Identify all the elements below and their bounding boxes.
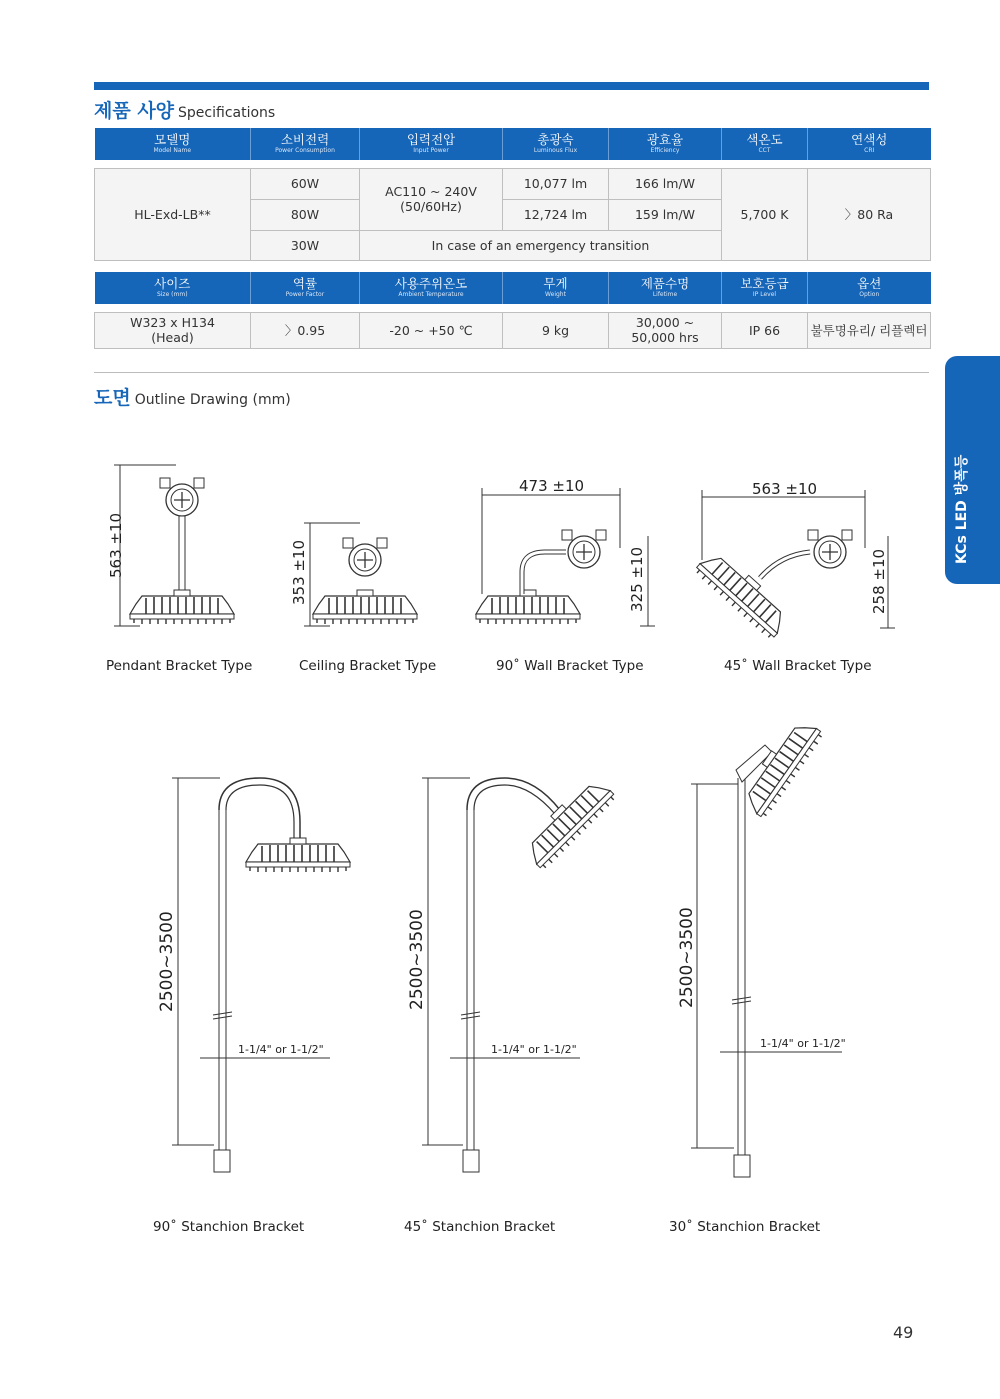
th-weight: 무게 Weight (503, 272, 609, 304)
caption-wall-90: 90˚ Wall Bracket Type (496, 658, 644, 674)
caption-ceiling: Ceiling Bracket Type (299, 658, 437, 674)
dim-wall90-width: 473 ±10 (519, 477, 585, 495)
dim-stanchion30-pipe: 1-1/4" or 1-1/2" (760, 1037, 846, 1050)
dim-stanchion45-height: 2500~3500 (407, 909, 427, 1010)
drawing-section-title: 도면 Outline Drawing (mm) (94, 387, 291, 409)
caption-stanchion-45: 45˚ Stanchion Bracket (404, 1219, 556, 1235)
th-efficiency: 광효율 Efficiency (609, 128, 722, 160)
th-cri: 연색성 CRI (808, 128, 931, 160)
cell-option: 불투명유리/ 리플렉터 (808, 312, 931, 348)
cell-model: HL-Exd-LB** (95, 168, 251, 260)
dim-wall90-height: 325 ±10 (628, 546, 646, 612)
cell-pf: 〉0.95 (251, 312, 360, 348)
cell-eff-80: 159 lm/W (609, 199, 722, 230)
caption-stanchion-90: 90˚ Stanchion Bracket (153, 1219, 305, 1235)
dim-stanchion90-pipe: 1-1/4" or 1-1/2" (238, 1043, 324, 1056)
dim-wall45-height: 258 ±10 (870, 548, 888, 614)
spec-section-title: 제품 사양 Specifications (94, 100, 276, 122)
th-cct: 색온도 CCT (722, 128, 808, 160)
th-ip: 보호등급 IP Level (722, 272, 808, 304)
th-flux: 총광속 Luminous Flux (503, 128, 609, 160)
cell-power-30: 30W (251, 230, 360, 260)
cell-ip: IP 66 (722, 312, 808, 348)
ceiling-bracket-drawing (304, 523, 417, 626)
cell-emergency: In case of an emergency transition (360, 230, 722, 260)
stanchion-30-drawing (691, 715, 842, 1177)
cell-size: W323 x H134 (Head) (95, 312, 251, 348)
cell-cct: 5,700 K (722, 168, 808, 260)
wall-45-bracket-drawing (693, 490, 895, 641)
dim-stanchion30-height: 2500~3500 (677, 907, 697, 1008)
stanchion-45-drawing (422, 774, 617, 1172)
cell-lifetime: 30,000 ~ 50,000 hrs (609, 312, 722, 348)
th-option: 옵션 Option (808, 272, 931, 304)
pendant-bracket-drawing (114, 465, 234, 626)
th-pf: 역률 Power Factor (251, 272, 360, 304)
cell-eff-60: 166 lm/W (609, 168, 722, 199)
cell-input: AC110 ~ 240V (50/60Hz) (360, 168, 503, 230)
caption-pendant: Pendant Bracket Type (106, 658, 253, 674)
page-number: 49 (893, 1323, 914, 1342)
cell-cri: 〉80 Ra (808, 168, 931, 260)
th-power: 소비전력 Power Consumption (251, 128, 360, 160)
dim-pendant-height: 563 ±10 (107, 512, 125, 578)
cell-power-80: 80W (251, 199, 360, 230)
cell-flux-60: 10,077 lm (503, 168, 609, 199)
caption-stanchion-30: 30˚ Stanchion Bracket (669, 1219, 821, 1235)
dim-stanchion90-height: 2500~3500 (157, 911, 177, 1012)
side-category-tab (945, 356, 1000, 584)
dim-wall45-width: 563 ±10 (752, 480, 818, 498)
cell-power-60: 60W (251, 168, 360, 199)
cell-temp: -20 ~ +50 ℃ (360, 312, 503, 348)
side-category-label: KCs LED 방폭등 (954, 454, 970, 564)
th-temp: 사용주위온도 Ambient Temperature (360, 272, 503, 304)
th-size: 사이즈 Size (mm) (95, 272, 251, 304)
cell-weight: 9 kg (503, 312, 609, 348)
dim-stanchion45-pipe: 1-1/4" or 1-1/2" (491, 1043, 577, 1056)
th-model: 모델명 Model Name (95, 128, 251, 160)
dim-ceiling-height: 353 ±10 (290, 539, 308, 605)
th-lifetime: 제품수명 Lifetime (609, 272, 722, 304)
caption-wall-45: 45˚ Wall Bracket Type (724, 658, 872, 674)
th-input: 입력전압 Input Power (360, 128, 503, 160)
cell-flux-80: 12,724 lm (503, 199, 609, 230)
stanchion-90-drawing (172, 778, 350, 1172)
